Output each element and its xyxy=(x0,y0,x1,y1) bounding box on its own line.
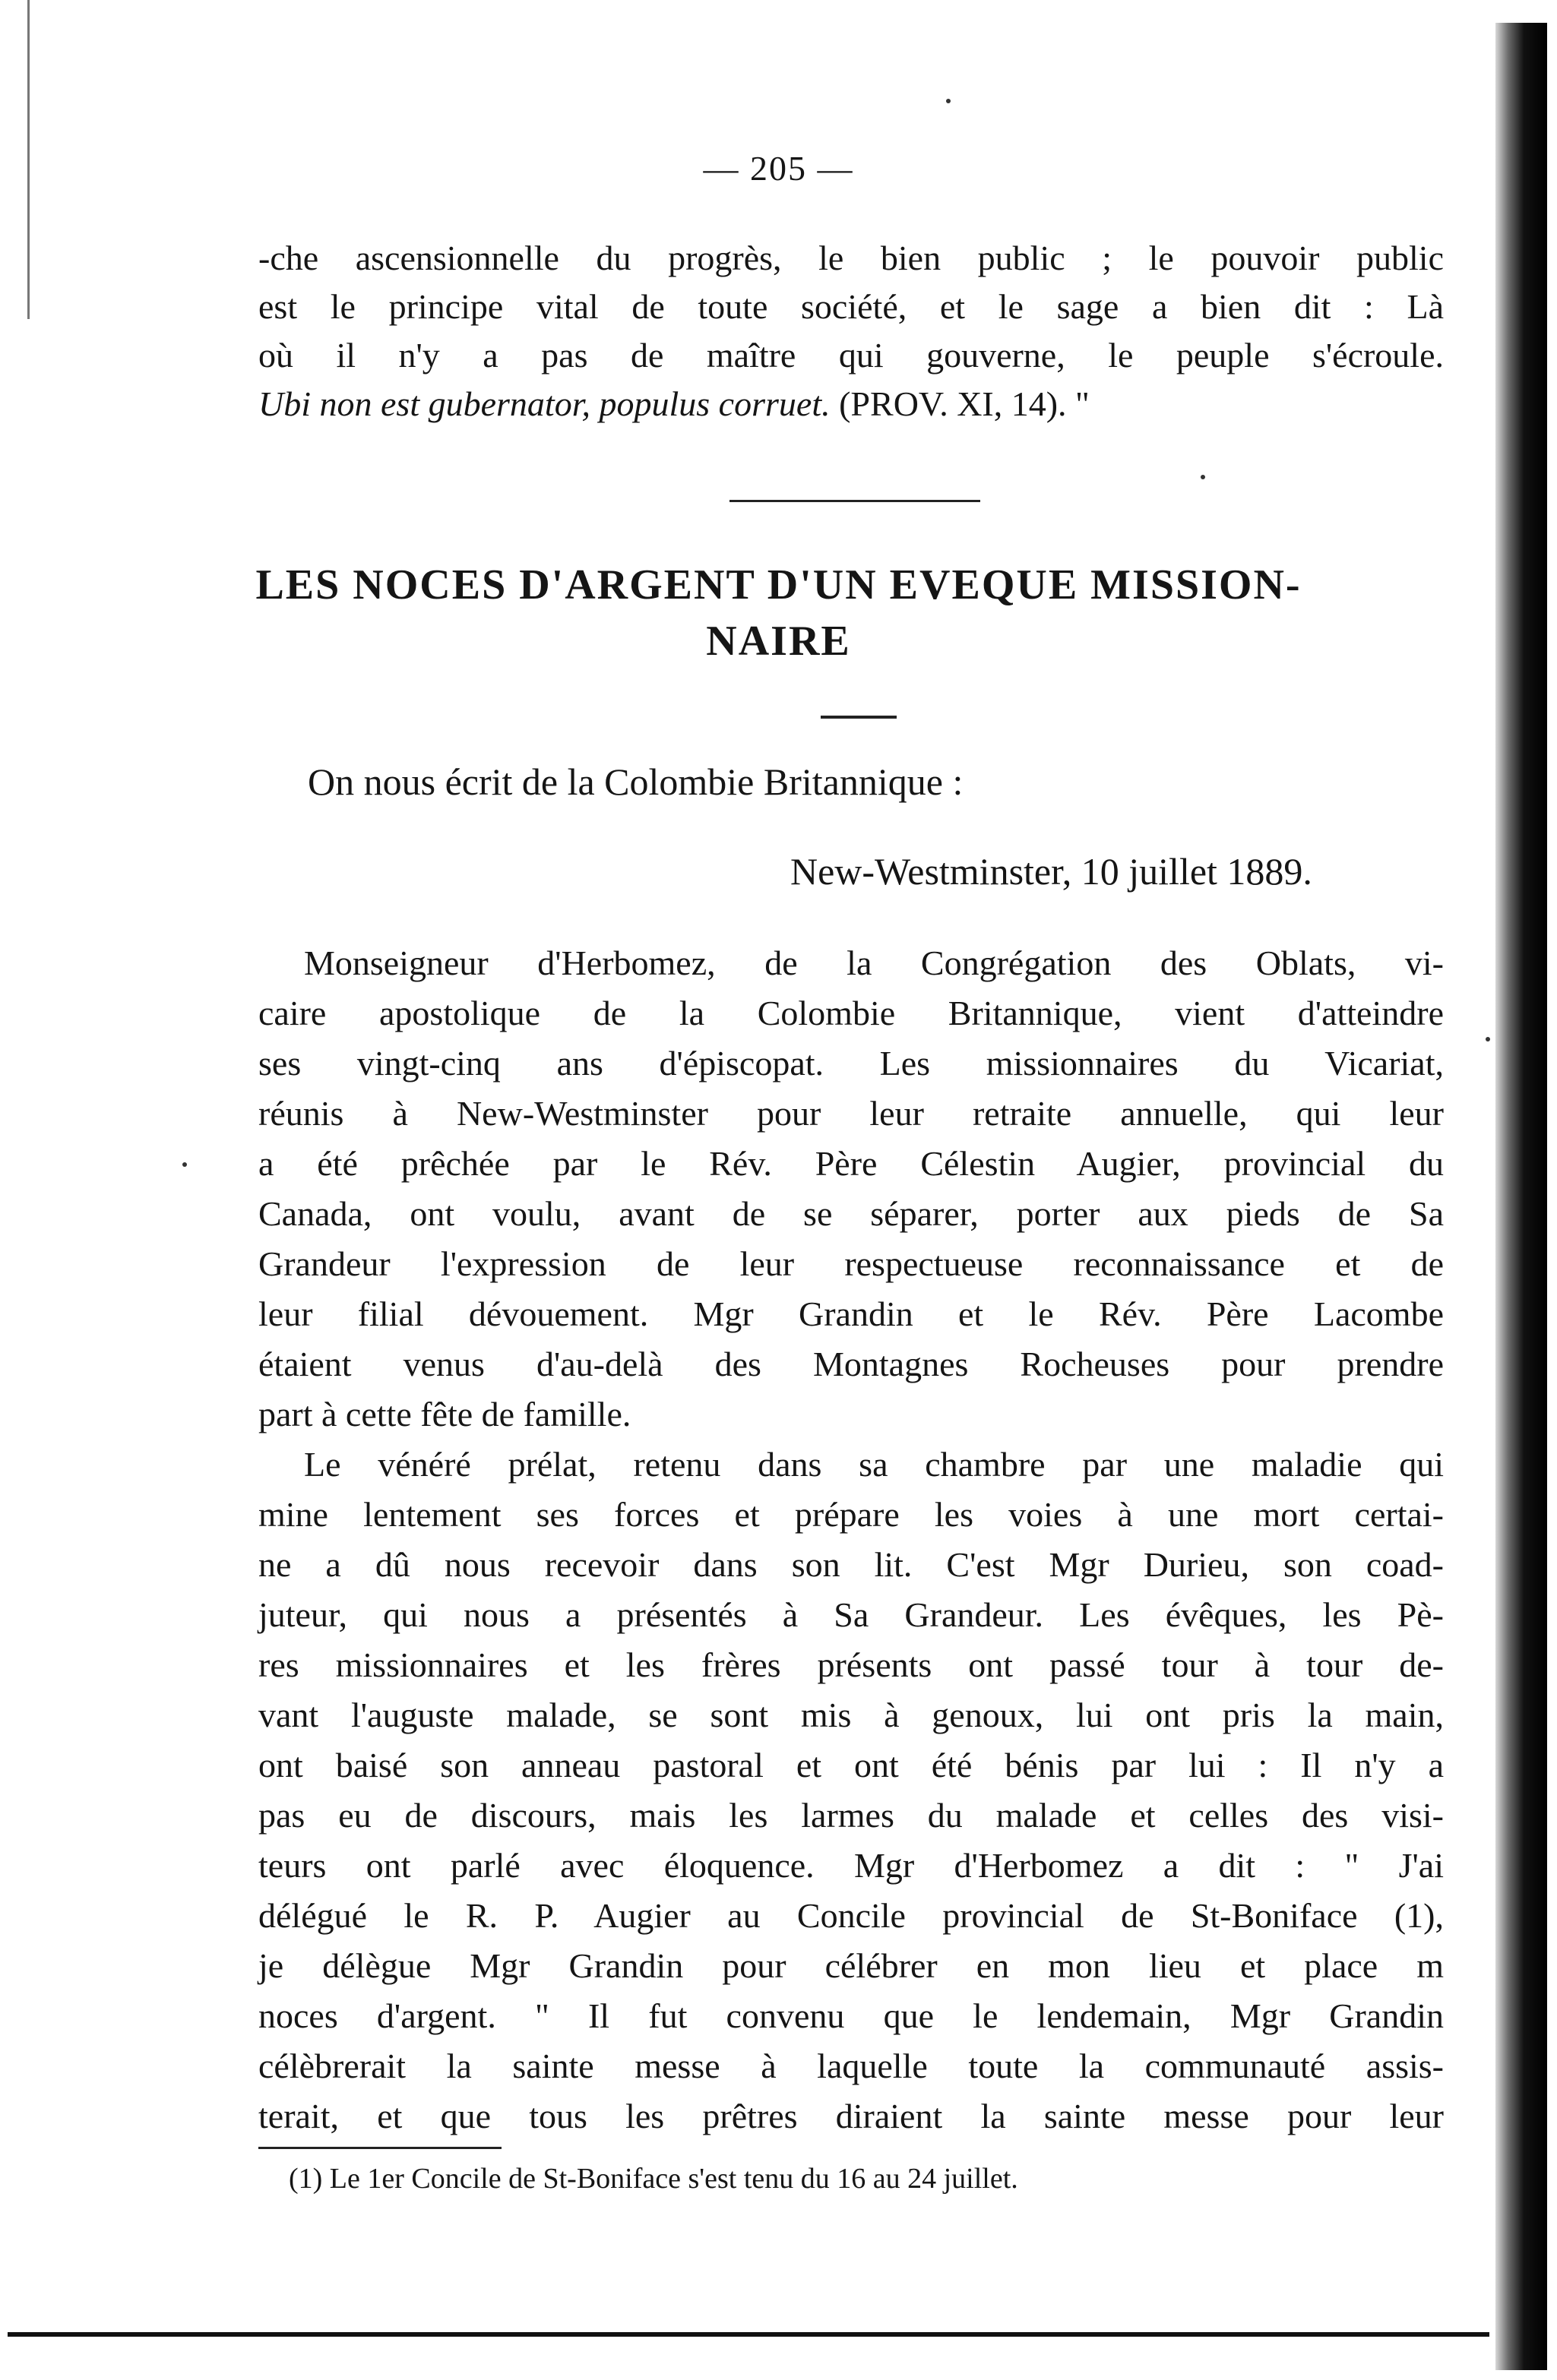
text-line: terait, et que tous les prêtres diraient la sainte messe pour leur xyxy=(258,2097,1444,2135)
page-number: — 205 — xyxy=(703,149,854,188)
text-line: a été prêchée par le Rév. Père Célestin Augier, provincial du xyxy=(258,1144,1444,1183)
text-line: pas eu de discours, mais les larmes du malade et celles des visi- xyxy=(258,1796,1444,1835)
text-line: délégué le R. P. Augier au Concile provincial de St-Boniface (1), xyxy=(258,1896,1444,1935)
text-line: teurs ont parlé avec éloquence. Mgr d'Herbomez a dit : " J'ai xyxy=(258,1846,1444,1885)
text-line: juteur, qui nous a présentés à Sa Grandeur. Les évêques, les Pè- xyxy=(258,1595,1444,1634)
article-title-line-2: NAIRE xyxy=(706,618,851,665)
text-line xyxy=(258,380,1444,428)
text-line: caire apostolique de la Colombie Britannique, vient d'atteindre xyxy=(258,994,1444,1032)
scan-speck xyxy=(1201,475,1205,479)
text-line: res missionnaires et les frères présents ont passé tour à tour de- xyxy=(258,1645,1444,1684)
text-line: ‑che ascensionnelle du progrès, le bien public ; le pouvoir public xyxy=(258,239,1444,277)
text-line: part à cette fête de famille. xyxy=(258,1395,631,1433)
title-ornament-rule xyxy=(821,716,897,719)
section-divider xyxy=(729,500,980,502)
text-line: Grandeur l'expression de leur respectueuse reconnaissance et de xyxy=(258,1244,1444,1283)
text-line: Monseigneur d'Herbomez, de la Congrégation des Oblats, vi- xyxy=(304,943,1444,982)
text-line: étaient venus d'au-delà des Montagnes Rocheuses pour prendre xyxy=(258,1345,1444,1383)
book-binding-shadow xyxy=(1495,23,1547,2370)
text-line: Canada, ont voulu, avant de se séparer, porter aux pieds de Sa xyxy=(258,1194,1444,1233)
scan-speck xyxy=(1486,1037,1490,1041)
text-line: je délègue Mgr Grandin pour célébrer en mon lieu et place m xyxy=(258,1946,1444,1985)
latin-quote: Ubi non est gubernator, populus corruet. xyxy=(258,384,831,423)
dateline: New-Westminster, 10 juillet 1889. xyxy=(790,850,1312,893)
footnote-rule xyxy=(258,2147,502,2149)
text-line: mine lentement ses forces et prépare les voies à une mort certai- xyxy=(258,1495,1444,1534)
text-line: où il n'y a pas de maître qui gouverne, le peuple s'écroule. xyxy=(258,336,1444,375)
page-bottom-edge xyxy=(8,2332,1489,2337)
text-line: vant l'auguste malade, se sont mis à genoux, lui ont pris la main, xyxy=(258,1696,1444,1734)
footnote: (1) Le 1er Concile de St-Boniface s'est tenu du 16 au 24 juillet. xyxy=(289,2163,1018,2195)
text-line: est le principe vital de toute société, et le sage a bien dit : Là xyxy=(258,287,1444,326)
text-line: Le vénéré prélat, retenu dans sa chambre par une maladie qui xyxy=(304,1445,1444,1484)
text-line: leur filial dévouement. Mgr Grandin et le Rév. Père Lacombe xyxy=(258,1294,1444,1333)
text-line: ses vingt-cinq ans d'épiscopat. Les missionnaires du Vicariat, xyxy=(258,1044,1444,1083)
citation: (PROV. XI, 14). " xyxy=(839,384,1090,423)
text-line: noces d'argent. " Il fut convenu que le lendemain, Mgr Grandin xyxy=(258,1996,1444,2035)
text-line: ont baisé son anneau pastoral et ont été bénis par lui : Il n'y a xyxy=(258,1746,1444,1784)
intro-line: On nous écrit de la Colombie Britannique : xyxy=(308,760,964,803)
article-title-line-1: LES NOCES D'ARGENT D'UN EVEQUE MISSION- xyxy=(255,561,1302,608)
text-line: réunis à New-Westminster pour leur retraite annuelle, qui leur xyxy=(258,1094,1444,1133)
scan-speck xyxy=(182,1162,187,1167)
text-line: ne a dû nous recevoir dans son lit. C'est Mgr Durieu, son coad- xyxy=(258,1545,1444,1584)
text-line: célèbrerait la sainte messe à laquelle toute la communauté assis- xyxy=(258,2047,1444,2085)
scan-speck xyxy=(946,99,951,103)
